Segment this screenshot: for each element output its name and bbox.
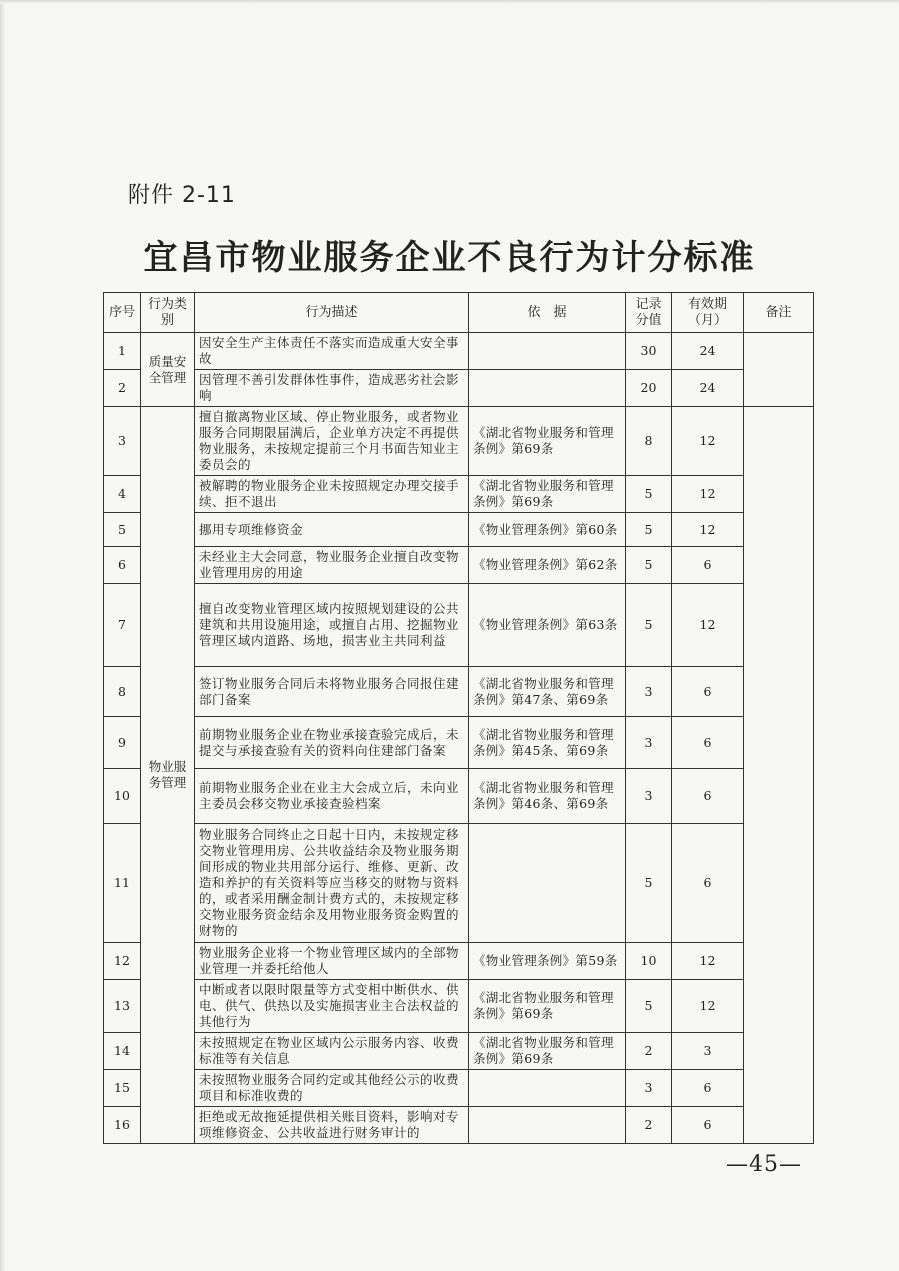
row-score: 30 [626, 333, 672, 370]
row-score: 5 [626, 584, 672, 667]
row-no: 11 [104, 824, 141, 943]
row-validity: 6 [672, 1107, 744, 1144]
row-basis [469, 1107, 626, 1144]
attachment-label: 附件 2-11 [128, 183, 236, 208]
row-basis [469, 333, 626, 370]
table-row [104, 1107, 814, 1144]
table-row [104, 943, 814, 980]
row-score: 20 [626, 370, 672, 407]
row-validity: 6 [672, 769, 744, 824]
row-basis: 《湖北省物业服务和管理条例》第69条 [469, 1033, 626, 1070]
row-basis: 《物业管理条例》第60条 [469, 513, 626, 547]
row-no: 10 [104, 769, 141, 824]
row-basis [469, 1070, 626, 1107]
table-row [104, 333, 814, 370]
page-edge-top [0, 0, 899, 4]
row-no: 9 [104, 717, 141, 769]
row-score: 5 [626, 980, 672, 1033]
row-description: 物业服务合同终止之日起十日内，未按规定移交物业管理用房、公共收益结余及物业服务期间形成的物业共用部分运行、维修、更新、改造和养护的有关资料等应当移交的财物与资料的，或者采用酬金制计费方式的，未按规定移交物业服务资金结余及用物业服务资金购置的财物的 [195, 824, 469, 943]
row-basis: 《物业管理条例》第62条 [469, 547, 626, 584]
table-row [104, 407, 814, 476]
row-no: 15 [104, 1070, 141, 1107]
row-description: 物业服务企业将一个物业管理区域内的全部物业管理一并委托给他人 [195, 943, 469, 980]
row-basis: 《物业管理条例》第63条 [469, 584, 626, 667]
row-description: 前期物业服务企业在业主大会成立后，未向业主委员会移交物业承接查验档案 [195, 769, 469, 824]
row-description: 因管理不善引发群体性事件，造成恶劣社会影响 [195, 370, 469, 407]
row-description: 擅自撤离物业区域、停止物业服务，或者物业服务合同期限届满后，企业单方决定不再提供物业服务，未按规定提前三个月书面告知业主委员会的 [195, 407, 469, 476]
table-row [104, 370, 814, 407]
remarks-cell [744, 407, 814, 1144]
page-number: —45— [726, 1152, 802, 1177]
header-score: 记录分值 [626, 293, 672, 333]
row-description: 拒绝或无故拖延提供相关账目资料，影响对专项维修资金、公共收益进行财务审计的 [195, 1107, 469, 1144]
row-basis: 《湖北省物业服务和管理条例》第69条 [469, 980, 626, 1033]
row-basis: 《湖北省物业服务和管理条例》第69条 [469, 476, 626, 513]
category-cell: 物业服务管理 [141, 407, 195, 1144]
table-row [104, 980, 814, 1033]
row-no: 16 [104, 1107, 141, 1144]
header-remarks: 备注 [744, 293, 814, 333]
page-edge [0, 0, 6, 1271]
row-score: 3 [626, 769, 672, 824]
row-validity: 12 [672, 980, 744, 1033]
row-description: 前期物业服务企业在物业承接查验完成后，未提交与承接查验有关的资料向住建部门备案 [195, 717, 469, 769]
table-row [104, 1070, 814, 1107]
row-validity: 6 [672, 717, 744, 769]
row-validity: 3 [672, 1033, 744, 1070]
row-validity: 12 [672, 584, 744, 667]
row-validity: 6 [672, 547, 744, 584]
header-description: 行为描述 [195, 293, 469, 333]
header-no: 序号 [104, 293, 141, 333]
row-score: 2 [626, 1033, 672, 1070]
row-validity: 12 [672, 943, 744, 980]
table-row [104, 584, 814, 667]
header-basis: 依 据 [469, 293, 626, 333]
row-description: 因安全生产主体责任不落实而造成重大安全事故 [195, 333, 469, 370]
remarks-cell [744, 333, 814, 407]
row-description: 未按照规定在物业区域内公示服务内容、收费标准等有关信息 [195, 1033, 469, 1070]
row-description: 中断或者以限时限量等方式变相中断供水、供电、供气、供热以及实施损害业主合法权益的其他行为 [195, 980, 469, 1033]
row-description: 挪用专项维修资金 [195, 513, 469, 547]
header-row [104, 293, 814, 333]
row-score: 3 [626, 1070, 672, 1107]
row-no: 8 [104, 667, 141, 717]
row-no: 3 [104, 407, 141, 476]
table-row [104, 1033, 814, 1070]
row-description: 签订物业服务合同后未将物业服务合同报住建部门备案 [195, 667, 469, 717]
table-row [104, 513, 814, 547]
category-cell: 质量安全管理 [141, 333, 195, 407]
row-score: 10 [626, 943, 672, 980]
header-validity: 有效期（月） [672, 293, 744, 333]
row-score: 3 [626, 717, 672, 769]
row-validity: 6 [672, 1070, 744, 1107]
row-score: 2 [626, 1107, 672, 1144]
row-description: 未按照物业服务合同约定或其他经公示的收费项目和标准收费的 [195, 1070, 469, 1107]
table-row [104, 667, 814, 717]
row-no: 7 [104, 584, 141, 667]
row-validity: 24 [672, 333, 744, 370]
row-validity: 12 [672, 407, 744, 476]
row-validity: 24 [672, 370, 744, 407]
table-row [104, 476, 814, 513]
row-score: 5 [626, 547, 672, 584]
row-basis: 《湖北省物业服务和管理条例》第46条、第69条 [469, 769, 626, 824]
table-row [104, 824, 814, 943]
row-no: 5 [104, 513, 141, 547]
row-score: 5 [626, 824, 672, 943]
row-no: 4 [104, 476, 141, 513]
row-score: 5 [626, 476, 672, 513]
row-no: 2 [104, 370, 141, 407]
row-validity: 12 [672, 476, 744, 513]
row-validity: 6 [672, 667, 744, 717]
document-title: 宜昌市物业服务企业不良行为计分标准 [143, 238, 756, 278]
table-row [104, 769, 814, 824]
row-score: 8 [626, 407, 672, 476]
row-no: 14 [104, 1033, 141, 1070]
row-validity: 12 [672, 513, 744, 547]
row-basis: 《湖北省物业服务和管理条例》第69条 [469, 407, 626, 476]
row-validity: 6 [672, 824, 744, 943]
row-basis [469, 824, 626, 943]
row-description: 未经业主大会同意，物业服务企业擅自改变物业管理用房的用途 [195, 547, 469, 584]
header-category: 行为类别 [141, 293, 195, 333]
row-basis: 《物业管理条例》第59条 [469, 943, 626, 980]
scoring-standard-table [103, 292, 814, 1144]
row-basis [469, 370, 626, 407]
row-no: 12 [104, 943, 141, 980]
table-row [104, 717, 814, 769]
row-no: 13 [104, 980, 141, 1033]
row-description: 擅自改变物业管理区域内按照规划建设的公共建筑和共用设施用途，或擅自占用、挖掘物业管理区域内道路、场地，损害业主共同利益 [195, 584, 469, 667]
row-basis: 《湖北省物业服务和管理条例》第45条、第69条 [469, 717, 626, 769]
row-no: 6 [104, 547, 141, 584]
row-score: 3 [626, 667, 672, 717]
row-description: 被解聘的物业服务企业未按照规定办理交接手续、拒不退出 [195, 476, 469, 513]
row-basis: 《湖北省物业服务和管理条例》第47条、第69条 [469, 667, 626, 717]
row-no: 1 [104, 333, 141, 370]
table-row [104, 547, 814, 584]
row-score: 5 [626, 513, 672, 547]
